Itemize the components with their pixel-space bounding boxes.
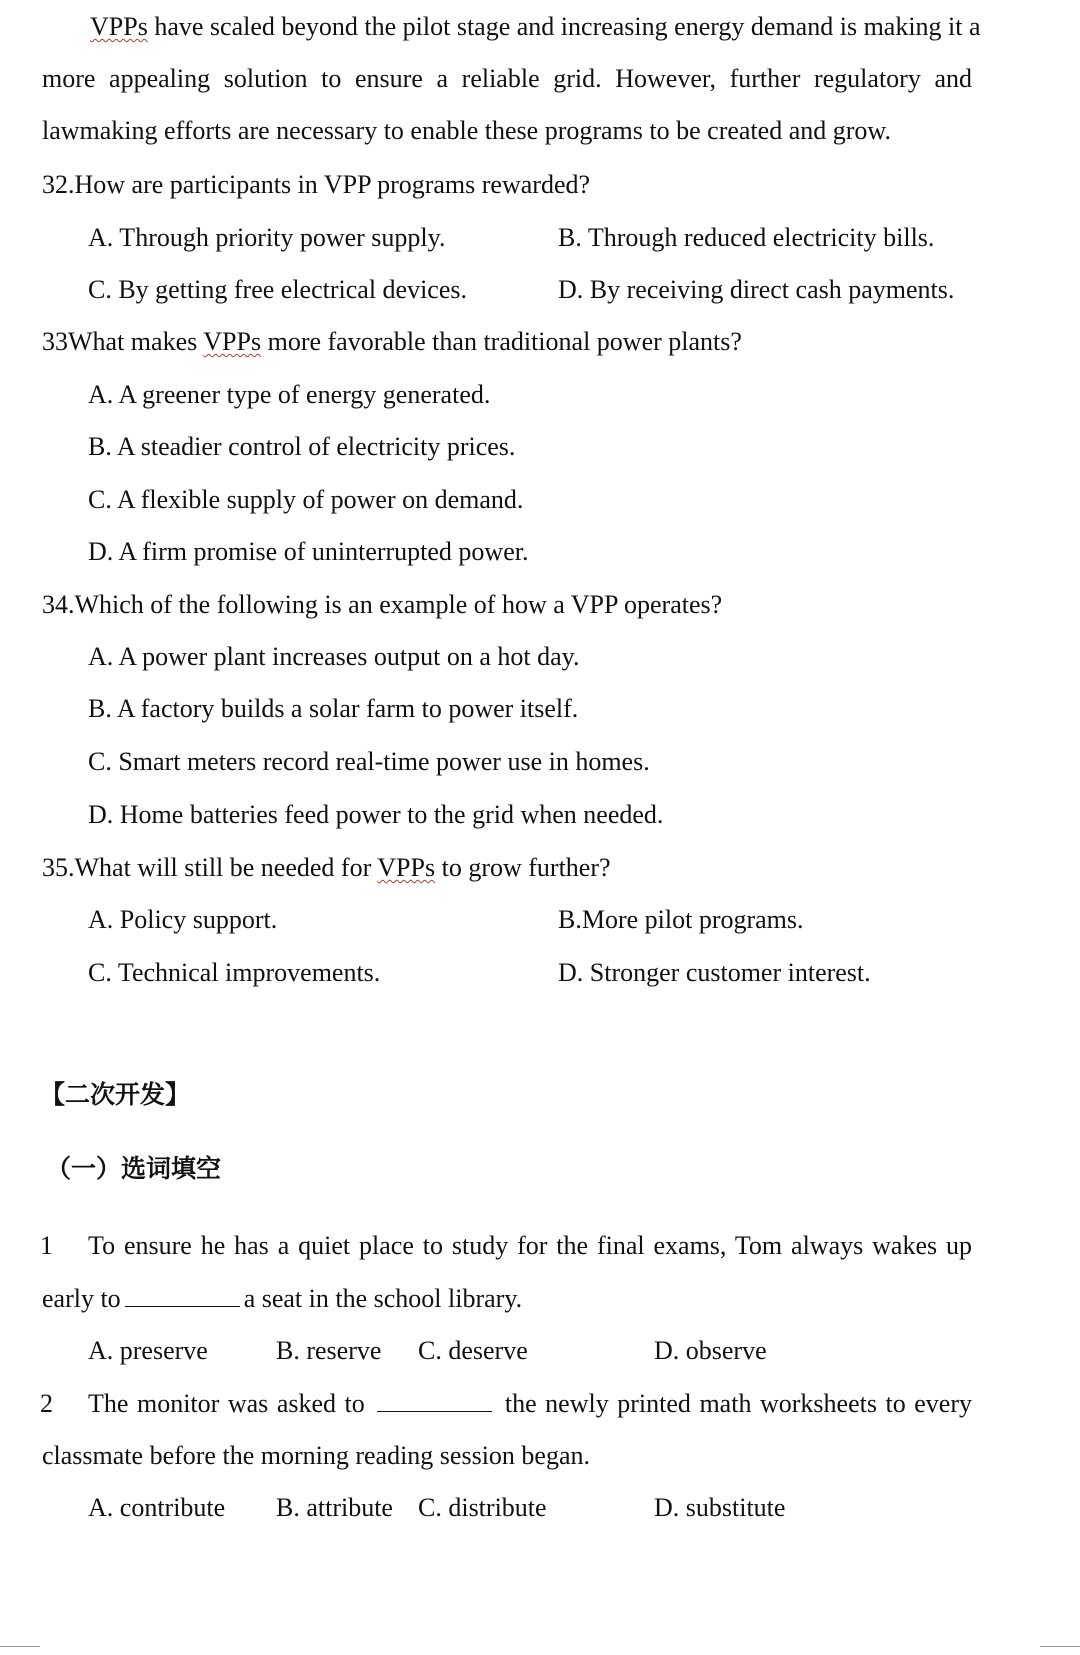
passage-line-1-text: have scaled beyond the pilot stage and increasing energy demand is making it a [147,12,981,41]
passage-line-2: more appealing solution to ensure a reliable grid. However, further regulatory and [42,64,972,93]
question-33-option-c: C. A flexible supply of power on demand. [88,485,524,514]
passage-line-1 [90,10,981,44]
vocab-item-1-blank [125,1282,240,1307]
footer-rule-left [0,1646,40,1647]
vocab-item-1-option-c: C. deserve [418,1336,528,1365]
question-33-option-d: D. A firm promise of uninterrupted power. [88,537,529,566]
section-title: 【二次开发】 [40,1080,191,1109]
footer-rule-right [1040,1646,1080,1647]
passage-line-3: lawmaking efforts are necessary to enable these programs to be created and grow. [42,116,891,145]
vocab-item-2-line-1-pre: The monitor was asked to [88,1389,365,1418]
question-34-option-a: A. A power plant increases output on a hot day. [88,642,580,671]
question-34-option-b: B. A factory builds a solar farm to power itself. [88,694,579,723]
vocab-item-2-blank [377,1387,492,1412]
vocab-item-1-line-2-post: a seat in the school library. [243,1284,523,1313]
question-35-option-b: B.More pilot programs. [558,905,804,934]
vocab-item-2-option-d: D. substitute [654,1493,786,1522]
question-35-stem-pre: 35.What will still be needed for [42,853,378,882]
vocab-item-1-option-d: D. observe [654,1336,767,1365]
question-33-option-a: A. A greener type of energy generated. [88,380,491,409]
question-35-term-vpps: VPPs [377,853,436,882]
vocab-item-2-line-1-post: the newly printed math worksheets to every [504,1389,973,1418]
question-35-stem-post: to grow further? [435,853,611,882]
question-32-option-d: D. By receiving direct cash payments. [558,275,955,304]
passage-term-vpps: VPPs [90,12,148,41]
question-32-option-a: A. Through priority power supply. [88,223,446,252]
vocab-item-1-line-1: To ensure he has a quiet place to study for the final exams, Tom always wakes up [88,1231,972,1260]
vocab-item-1-line-2 [42,1282,522,1316]
vocab-item-2-option-b: B. attribute [276,1493,393,1522]
vocab-item-1-option-a: A. preserve [88,1336,208,1365]
section-subtitle: （一）选词填空 [46,1154,222,1183]
question-33-option-b: B. A steadier control of electricity prices. [88,432,516,461]
question-33-stem [42,325,742,359]
vocab-item-2-number: 2 [40,1389,53,1418]
question-34-stem: 34.Which of the following is an example of how a VPP operates? [42,590,723,619]
question-33-stem-post: more favorable than traditional power plants? [261,327,742,356]
vocab-item-1-option-b: B. reserve [276,1336,382,1365]
question-35-option-a: A. Policy support. [88,905,278,934]
question-32-option-b: B. Through reduced electricity bills. [558,223,935,252]
vocab-item-1-line-2-pre: early to [42,1284,121,1313]
question-34-option-c: C. Smart meters record real-time power use in homes. [88,747,650,776]
question-35-stem [42,851,611,885]
question-32-stem: 32.How are participants in VPP programs rewarded? [42,170,591,199]
question-32-option-c: C. By getting free electrical devices. [88,275,468,304]
question-33-term-vpps: VPPs [203,327,262,356]
vocab-item-2-line-1 [88,1387,972,1421]
question-34-option-d: D. Home batteries feed power to the grid when needed. [88,800,664,829]
question-33-stem-pre: 33What makes [42,327,204,356]
vocab-item-2-line-2: classmate before the morning reading session began. [42,1441,590,1470]
vocab-item-2-option-c: C. distribute [418,1493,547,1522]
question-35-option-c: C. Technical improvements. [88,958,381,987]
vocab-item-1-number: 1 [40,1231,53,1260]
vocab-item-2-option-a: A. contribute [88,1493,226,1522]
question-35-option-d: D. Stronger customer interest. [558,958,871,987]
